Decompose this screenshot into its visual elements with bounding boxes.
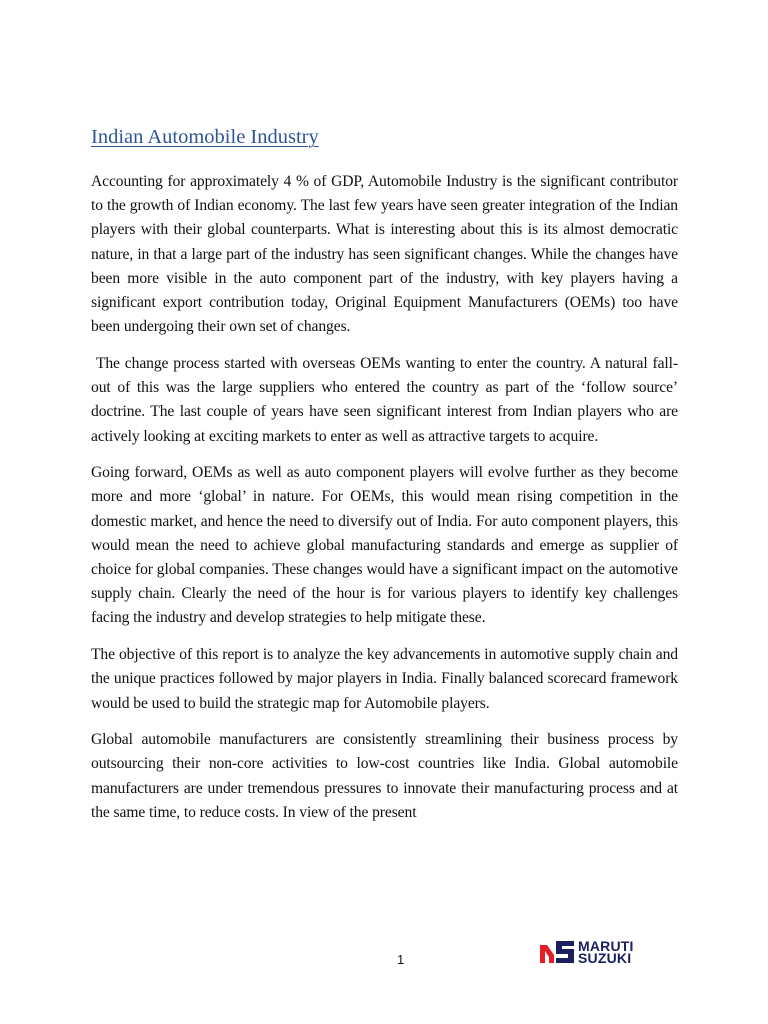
logo-line-maruti: MARUTI	[578, 938, 634, 954]
logo-line-suzuki: SUZUKI	[578, 950, 632, 966]
maruti-suzuki-logo	[540, 938, 672, 966]
page-number: 1	[397, 952, 405, 967]
body-text	[91, 170, 682, 838]
paragraph-4: The objective of this report is to analyze the key advancements in automotive supply chain and the unique practices followed by major players in India. Finally balanced scorecard framework would be used to build the strategic map for Automobile players.	[91, 646, 678, 712]
paragraph-3: Going forward, OEMs as well as auto component players will evolve further as they become more and more ‘global’ in nature. For OEMs, this would mean rising competition in the domestic market, and hence the need to diversify out of India. For auto component players, this would mean the need to achieve global manufacturing standards and emerge as supplier of choice for global companies. These changes would have a significant impact on the automotive supply chain. Clearly the need of the hour is for various players to identify key challenges facing the industry and develop strategies to help mitigate these.	[91, 464, 678, 627]
maruti-suzuki-s-icon	[540, 941, 574, 963]
paragraph-2: The change process started with overseas OEMs wanting to enter the country. A natural fall-out of this was the large suppliers who entered the country as part of the ‘follow source’ doctrine. The last couple of years have seen significant interest from Indian players who are actively looking at exciting markets to enter as well as attractive targets to acquire.	[91, 354, 682, 445]
paragraph-1: Accounting for approximately 4 % of GDP, Automobile Industry is the significant contributor to the growth of Indian economy. The last few years have seen greater integration of the Indian players with their global counterparts. What is interesting about this is its almost democratic nature, in that a large part of the industry has seen significant changes. While the changes have been more visible in the auto component part of the industry, with key players having a significant export contribution today, Original Equipment Manufacturers (OEMs) too have been undergoing their own set of changes.	[91, 173, 678, 336]
page-title: Indian Automobile Industry	[91, 126, 319, 148]
logo-wordmark	[578, 940, 634, 964]
paragraph-5: Global automobile manufacturers are consistently streamlining their business process by outsourcing their non-core activities to low-cost countries like India. Global automobile manufacturers are under tremendous pressures to innovate their manufacturing process and at the same time, to reduce costs. In view of the present	[91, 731, 678, 821]
